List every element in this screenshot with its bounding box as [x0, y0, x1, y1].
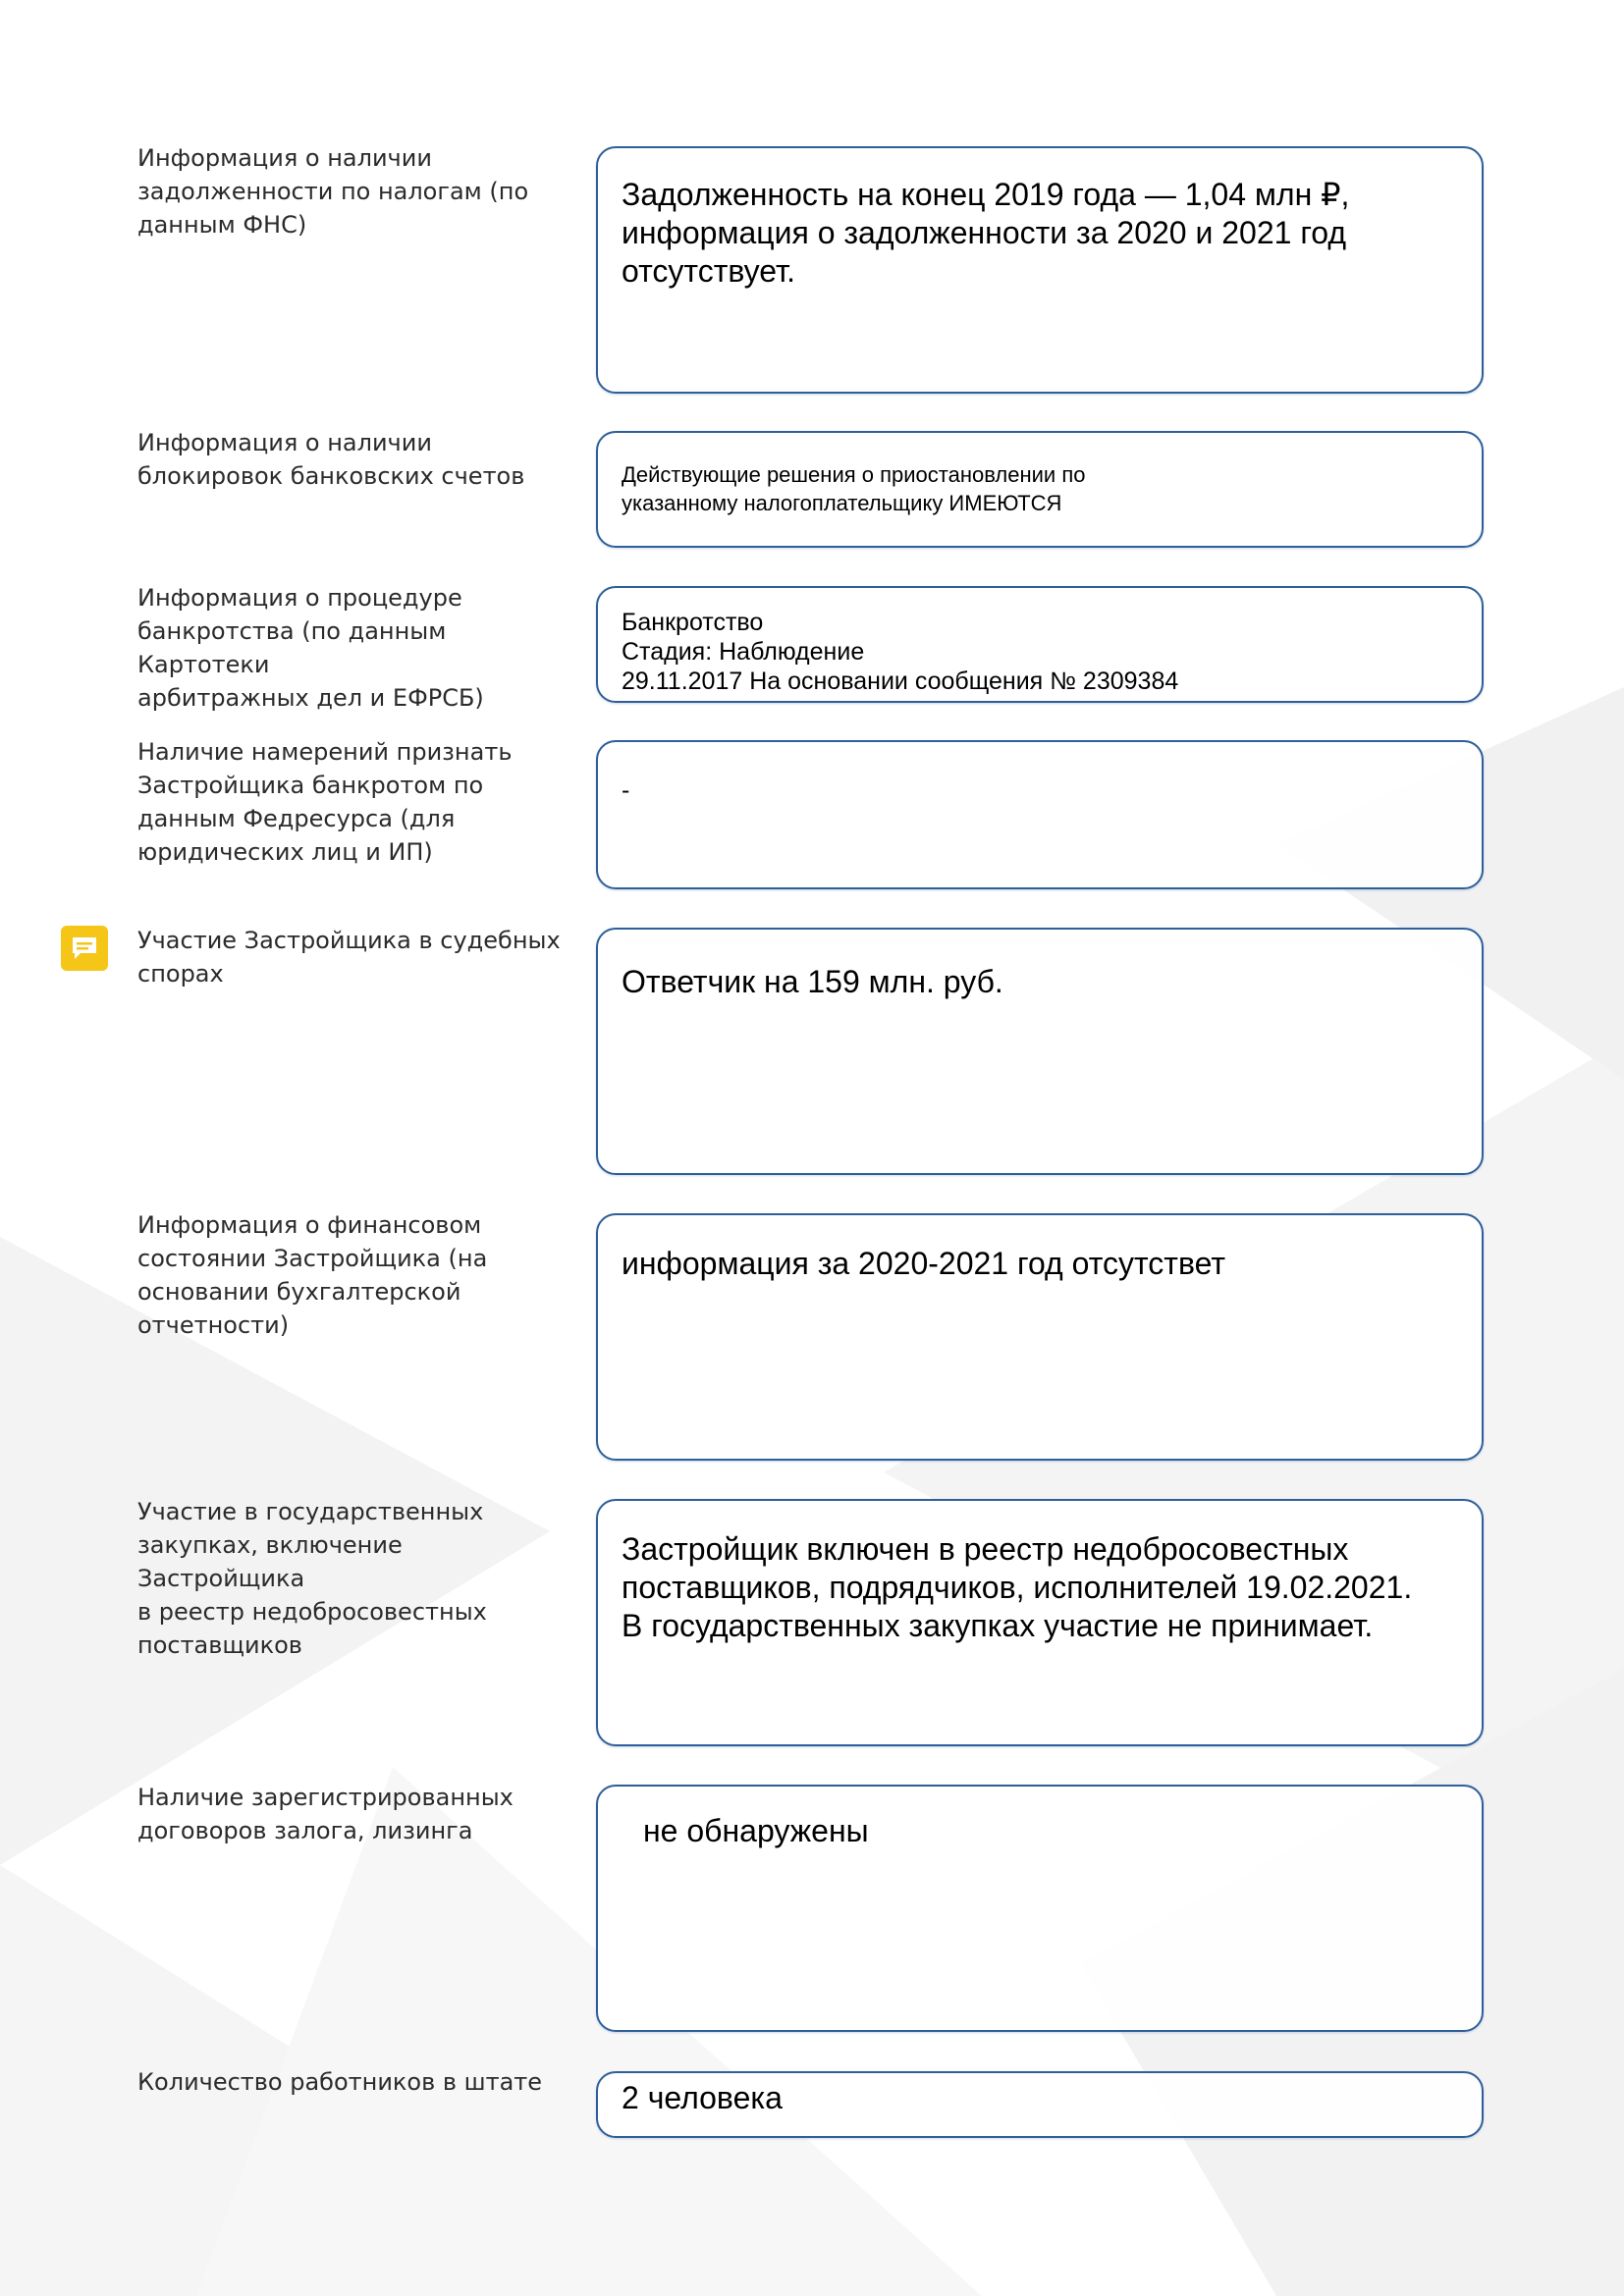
row-label: Количество работников в штате	[137, 2068, 543, 2096]
value-text: Ответчик на 159 млн. руб.	[622, 964, 1003, 999]
row-label: Наличие зарегистрированных договоров залога, лизинга	[137, 1784, 514, 1844]
value-box	[596, 1499, 1484, 1746]
row-label: Участие Застройщика в судебных спорах	[137, 927, 561, 988]
value-box	[596, 928, 1484, 1175]
value-box	[596, 146, 1484, 394]
row-label: Информация о процедуре банкротства (по данным Картотеки арбитражных дел и ЕФРСБ)	[137, 584, 484, 712]
row-label: Участие в государственных закупках, включение Застройщика в реестр недобросовестных поставщиков	[137, 1498, 487, 1659]
value-box	[596, 2071, 1484, 2138]
value-text: -	[622, 776, 630, 804]
value-box	[596, 1213, 1484, 1461]
value-text: Действующие решения о приостановлении по указанному налогоплательщику ИМЕЮТСЯ	[622, 462, 1086, 515]
row-label: Информация о наличии задолженности по налогам (по данным ФНС)	[137, 144, 529, 239]
value-text: 2 человека	[622, 2080, 783, 2115]
row-label: Информация о наличии блокировок банковских счетов	[137, 429, 525, 490]
value-text: Задолженность на конец 2019 года — 1,04 млн ₽, информация о задолженности за 2020 и 2021 год отсутствует.	[622, 177, 1350, 289]
value-box	[596, 586, 1484, 703]
value-box	[596, 740, 1484, 889]
value-text: информация за 2020-2021 год отсутствет	[622, 1246, 1225, 1281]
value-text: Банкротство Стадия: Наблюдение 29.11.2017 На основании сообщения № 2309384	[622, 609, 1179, 695]
value-text: не обнаружены	[643, 1813, 869, 1848]
value-box	[596, 1785, 1484, 2032]
value-box	[596, 431, 1484, 548]
comment-icon[interactable]	[61, 926, 108, 971]
row-label: Наличие намерений признать Застройщика банкротом по данным Федресурса (для юридических лиц и ИП)	[137, 738, 513, 866]
value-text: Застройщик включен в реестр недобросовестных поставщиков, подрядчиков, исполнителей 19.02.2021. В государственных закупках участие не принимает.	[622, 1531, 1413, 1643]
row-label: Информация о финансовом состоянии Застройщика (на основании бухгалтерской отчетности)	[137, 1211, 488, 1339]
